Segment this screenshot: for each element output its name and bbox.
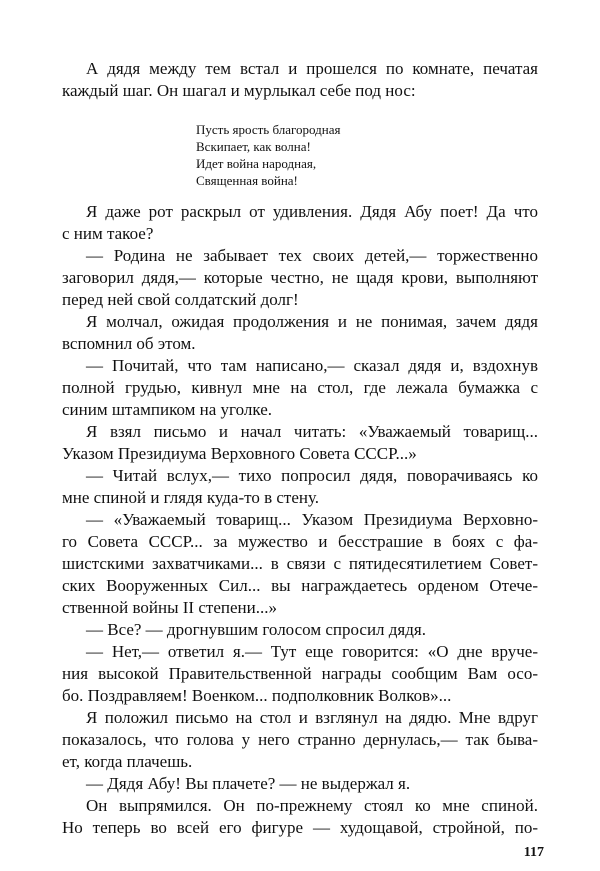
text-line: — Дядя Абу! Вы плачете? — не выдержал я. [86,774,411,793]
text-line: Я даже рот раскрыл от удивления. Дядя Абу поет! Да что [86,202,538,221]
text-line: Но теперь во всей его фигуре — худощавой, стройной, по- [62,818,538,837]
text-line: А дядя между тем встал и прошелся по комнате, печатая [86,59,538,78]
text-line: го Совета СССР... за мужество и бесстрашие в боях с фа- [62,532,538,551]
text-line: Я положил письмо на стол и взглянул на дядю. Мне вдруг [86,708,538,727]
text-line: мне спиной и глядя куда-то в стену. [62,488,320,507]
text-line: синим штампиком на уголке. [62,400,272,419]
poem-line: Священная война! [196,173,298,188]
text-line: — Читай вслух,— тихо попросил дядя, поворачиваясь ко [86,466,538,485]
text-line: заговорил дядя,— которые честно, не щадя крови, выполняют [62,268,538,287]
text-line: — «Уважаемый товарищ... Указом Президиума Верховно- [86,510,538,529]
text-line: каждый шаг. Он шагал и мурлыкал себе под нос: [62,81,416,100]
text-line: ет, когда плачешь. [62,752,193,771]
text-line: перед ней свой солдатский долг! [62,290,299,309]
text-line: вспомнил об этом. [62,334,196,353]
text-line: — Все? — дрогнувшим голосом спросил дядя. [86,620,426,639]
text-line: Указом Президиума Верховного Совета СССР...» [62,444,417,463]
text-line: показалось, что голова у него странно дернулась,— так быва- [62,730,538,749]
text-line: Я взял письмо и начал читать: «Уважаемый товарищ... [86,422,538,441]
text-line: — Почитай, что там написано,— сказал дядя и, вздохнув [86,356,538,375]
text-line: — Родина не забывает тех своих детей,— торжественно [86,246,538,265]
poem-line: Пусть ярость благородная [196,122,341,137]
text-line: бо. Поздравляем! Военком... подполковник Волков»... [62,686,452,705]
text-line: с ним такое? [62,224,154,243]
text-line: Я молчал, ожидая продолжения и не понимая, зачем дядя [86,312,538,331]
text-line: Он выпрямился. Он по-прежнему стоял ко мне спиной. [86,796,538,815]
text-line: ния высокой Правительственной награды сообщим Вам осо- [62,664,538,683]
poem-line: Идет война народная, [196,156,317,171]
poem-line: Вскипает, как волна! [196,139,311,154]
text-line: полной грудью, кивнул мне на стол, где лежала бумажка с [62,378,538,397]
text-line: — Нет,— ответил я.— Тут еще говорится: «О дне вруче- [86,642,538,661]
text-line: шистскими захватчиками... в связи с пятидесятилетием Совет- [62,554,538,573]
page-number: 117 [523,845,544,860]
text-line: ских Вооруженных Сил... вы награждаетесь орденом Отече- [62,576,538,595]
text-line: ственной войны II степени...» [62,598,277,617]
